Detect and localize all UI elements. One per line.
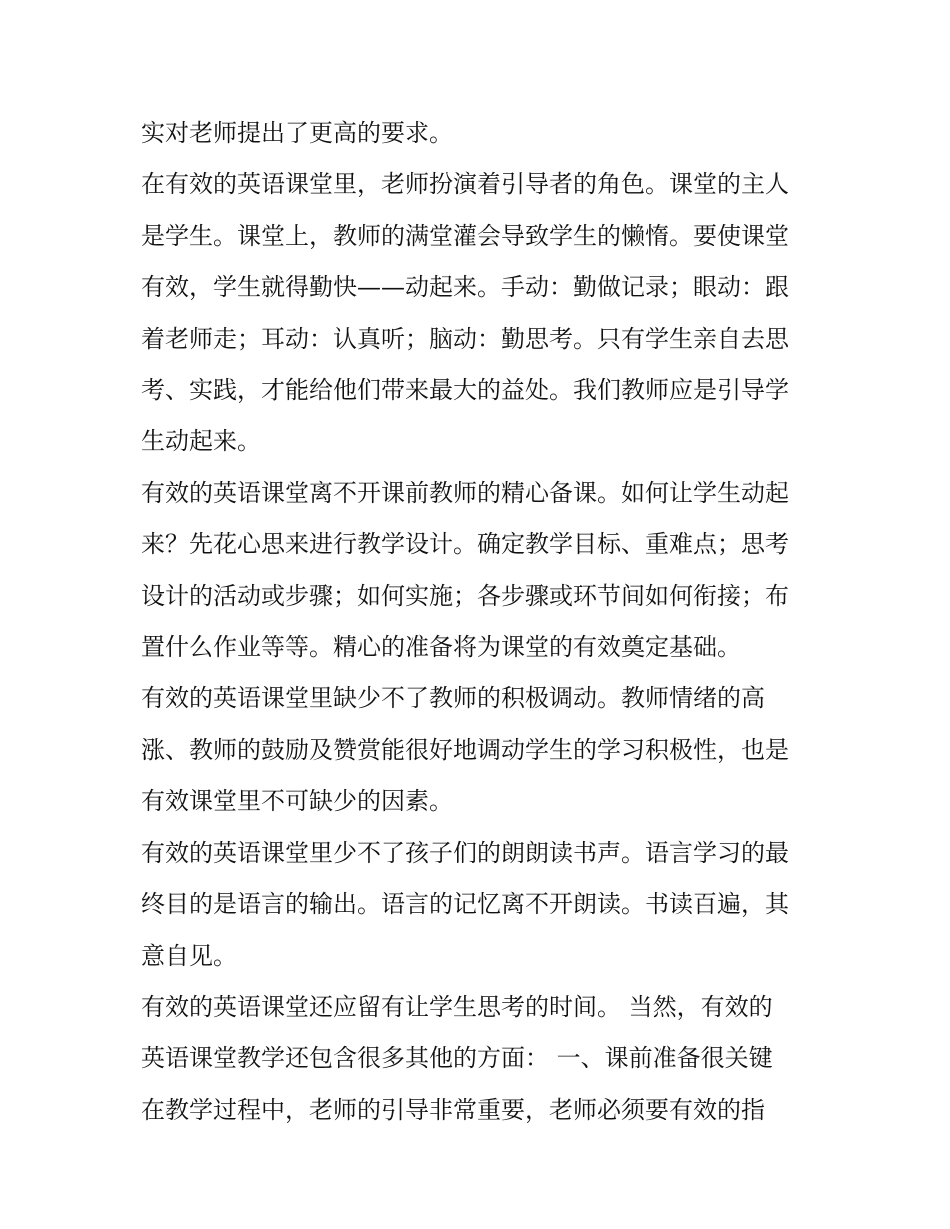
text-line: 意自见。 [141, 941, 237, 970]
paragraph-1 [141, 108, 813, 159]
paragraph-6 [141, 982, 813, 1136]
text-line: 在教学过程中，老师的引导非常重要，老师必须要有效的指 [141, 1095, 765, 1124]
text-line: 有效的英语课堂里缺少不了教师的积极调动。教师情绪的高 [141, 684, 765, 713]
text-line: 有效的英语课堂离不开课前教师的精心备课。如何让学生动起 [141, 478, 789, 507]
text-line: 是学生。课堂上，教师的满堂灌会导致学生的懒惰。要使课堂 [141, 221, 789, 250]
text-line: 有效，学生就得勤快——动起来。手动：勤做记录；眼动：跟 [141, 273, 789, 302]
paragraph-2 [141, 159, 813, 467]
text-line: 来？先花心思来进行教学设计。确定教学目标、重难点；思考 [141, 530, 789, 559]
text-line: 生动起来。 [141, 427, 261, 456]
text-line: 英语课堂教学还包含很多其他的方面： 一、课前准备很关键 [141, 1044, 773, 1073]
paragraph-4 [141, 673, 813, 827]
text-line: 涨、教师的鼓励及赞赏能很好地调动学生的学习积极性，也是 [141, 735, 789, 764]
text-line: 终目的是语言的输出。语言的记忆离不开朗读。书读百遍，其 [141, 890, 789, 919]
paragraph-5 [141, 828, 813, 982]
document-body [141, 108, 813, 1136]
text-line: 设计的活动或步骤；如何实施；各步骤或环节间如何衔接；布 [141, 581, 789, 610]
text-line: 考、实践，才能给他们带来最大的益处。我们教师应是引导学 [141, 376, 789, 405]
text-line: 着老师走；耳动：认真听；脑动：勤思考。只有学生亲自去思 [141, 324, 789, 353]
text-line: 实对老师提出了更高的要求。 [141, 119, 453, 147]
paragraph-3 [141, 468, 813, 674]
text-line: 有效的英语课堂里少不了孩子们的朗朗读书声。语言学习的最 [141, 838, 789, 867]
text-line: 有效的英语课堂还应留有让学生思考的时间。 当然，有效的 [141, 992, 773, 1021]
text-line: 有效课堂里不可缺少的因素。 [141, 787, 453, 816]
text-line: 置什么作业等等。精心的准备将为课堂的有效奠定基础。 [141, 633, 741, 662]
text-line: 在有效的英语课堂里，老师扮演着引导者的角色。课堂的主人 [141, 170, 789, 199]
